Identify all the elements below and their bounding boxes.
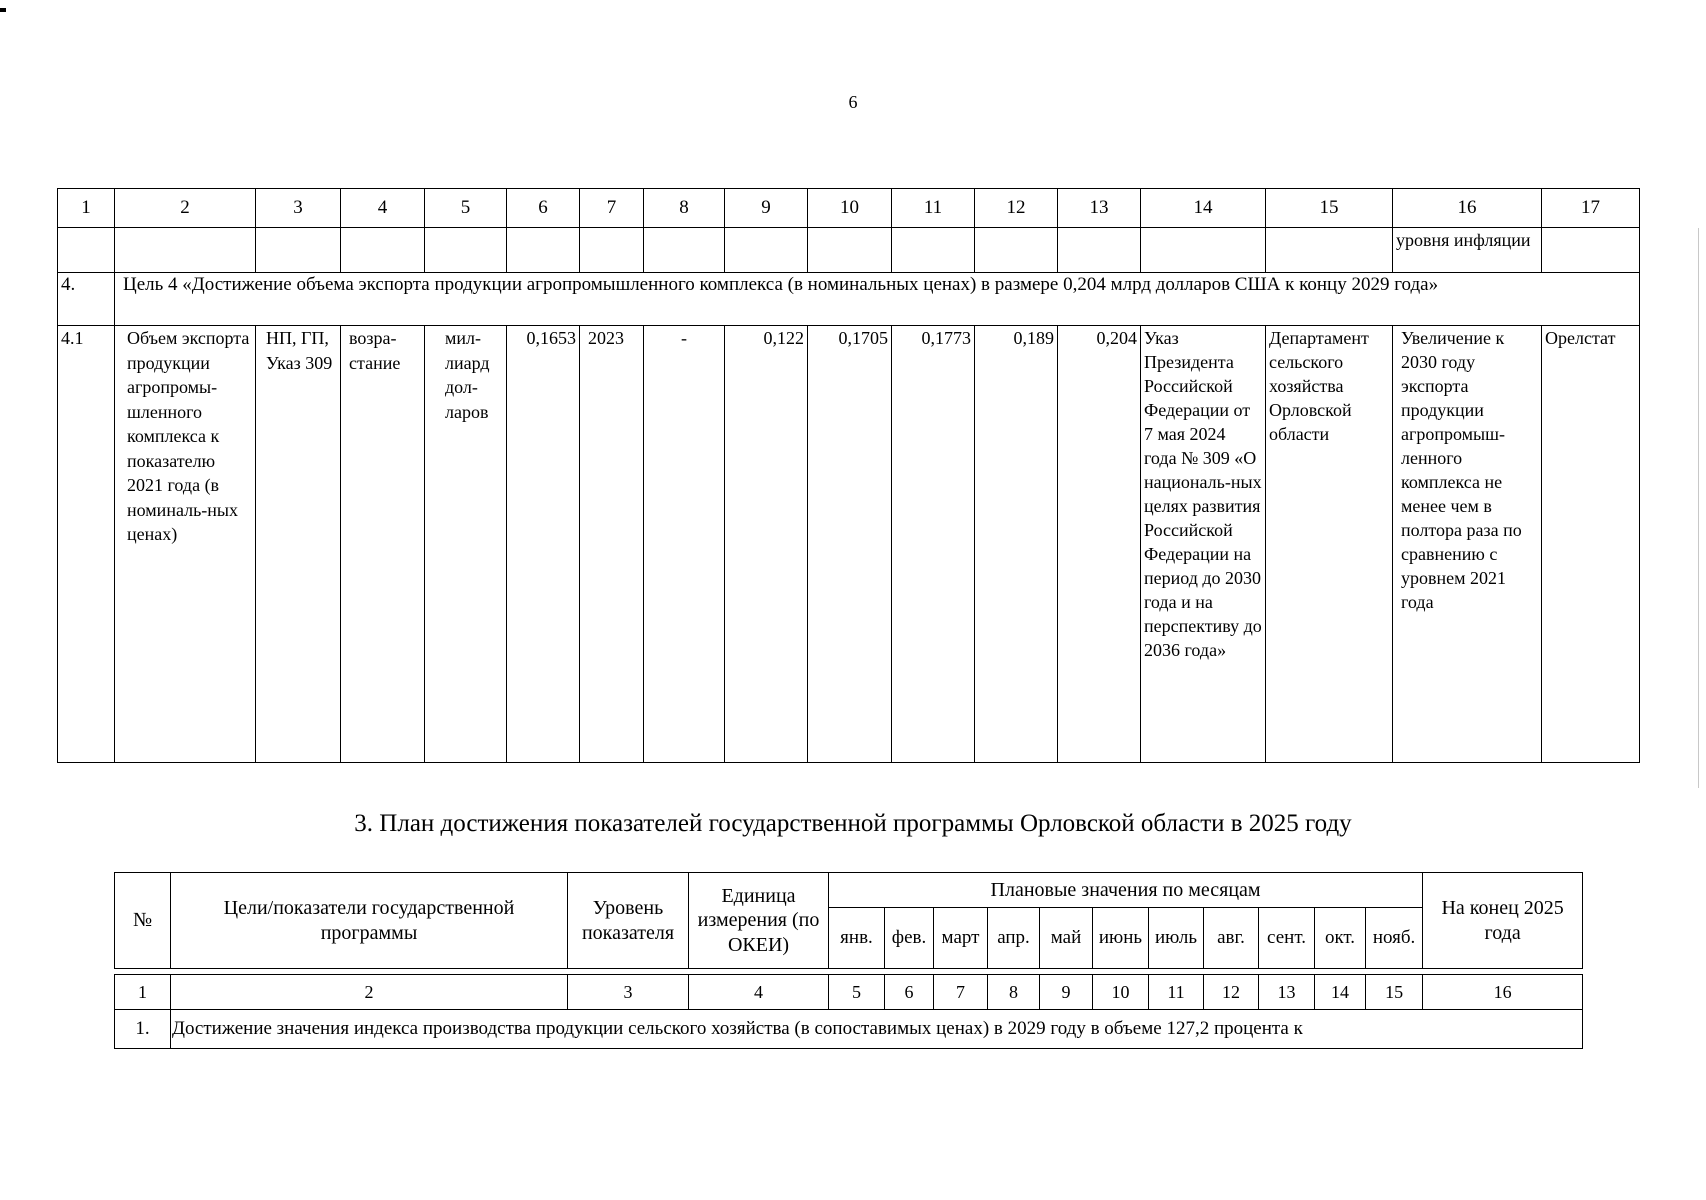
goal-number: 4. [58, 273, 115, 326]
header-unit: Единица измерения (по ОКЕИ) [689, 873, 829, 969]
month-header: май [1040, 908, 1093, 969]
page-number: 6 [848, 92, 858, 112]
indicator-document: Указ Президента Российской Федерации от 7 мая 2024 года № 309 «О националь-ных целях развития Российской Федерации на период до 2030 года и на перспективу до 2036 года» [1141, 326, 1266, 763]
month-header: янв. [829, 908, 885, 969]
continuation-row [58, 228, 1640, 273]
indicator-row [58, 326, 1640, 763]
col-num: 11 [1149, 975, 1204, 1010]
col-num: 3 [568, 975, 689, 1010]
scan-edge-line [1698, 228, 1699, 788]
col-num: 8 [644, 189, 725, 228]
indicator-name: Объем экспорта продукции агропромы-шленного комплекса к показателю 2021 года (в номиналь-ных ценах) [115, 326, 256, 763]
col-num: 9 [725, 189, 808, 228]
col-num: 10 [808, 189, 892, 228]
month-header: нояб. [1366, 908, 1423, 969]
col-num: 13 [1259, 975, 1315, 1010]
month-header: март [934, 908, 988, 969]
indicator-value-col13: 0,204 [1058, 326, 1141, 763]
col-num: 7 [580, 189, 644, 228]
indicator-value-col9: 0,122 [725, 326, 808, 763]
section-title: 3. План достижения показателей государственной программы Орловской области в 2025 году [354, 810, 1352, 837]
month-header: сент. [1259, 908, 1315, 969]
header-monthly: Плановые значения по месяцам [829, 873, 1423, 908]
col-num: 2 [115, 189, 256, 228]
indicator-value-col12: 0,189 [975, 326, 1058, 763]
goal-text: Цель 4 «Достижение объема экспорта продукции агропромышленного комплекса (в номинальных ценах) в размере 0,204 млрд долларов США к концу 2029 года» [115, 273, 1640, 326]
col-num: 10 [1093, 975, 1149, 1010]
indicator-level: НП, ГП, Указ 309 [256, 326, 341, 763]
indicator-col8: - [644, 326, 725, 763]
indicator-unit: мил-лиард дол-ларов [425, 326, 507, 763]
col-num: 17 [1542, 189, 1640, 228]
col-num: 5 [425, 189, 507, 228]
continuation-text: уровня инфляции [1393, 228, 1542, 273]
col-num: 11 [892, 189, 975, 228]
indicator-value-col10: 0,1705 [808, 326, 892, 763]
month-header: июнь [1093, 908, 1149, 969]
col-num: 14 [1141, 189, 1266, 228]
indicator-link: Увеличение к 2030 году экспорта продукции агропромыш-ленного комплекса не менее чем в полтора раза по сравнению с уровнем 2021 года [1393, 326, 1542, 763]
month-header: окт. [1315, 908, 1366, 969]
col-num: 1 [58, 189, 115, 228]
col-num: 4 [689, 975, 829, 1010]
col-num: 4 [341, 189, 425, 228]
col-num: 2 [171, 975, 568, 1010]
indicator-responsible: Департамент сельского хозяйства Орловской области [1266, 326, 1393, 763]
col-num: 9 [1040, 975, 1093, 1010]
indicator-base-year: 2023 [580, 326, 644, 763]
header-level: Уровень показателя [568, 873, 689, 969]
plan-goal-row [115, 1010, 1583, 1049]
indicator-trend: возра-стание [341, 326, 425, 763]
indicator-base-value: 0,1653 [507, 326, 580, 763]
month-header: апр. [988, 908, 1040, 969]
col-num: 16 [1423, 975, 1583, 1010]
indicator-source: Орелстат [1542, 326, 1640, 763]
indicators-table [57, 188, 1640, 763]
goal-row [58, 273, 1640, 326]
column-number-row [58, 189, 1640, 228]
col-num: 15 [1266, 189, 1393, 228]
col-num: 12 [975, 189, 1058, 228]
plan-column-number-row [115, 975, 1583, 1010]
col-num: 3 [256, 189, 341, 228]
header-goals: Цели/показатели государственной программы [171, 873, 568, 969]
col-num: 1 [115, 975, 171, 1010]
header-year-end: На конец 2025 года [1423, 873, 1583, 969]
month-header: авг. [1204, 908, 1259, 969]
col-num: 6 [507, 189, 580, 228]
col-num: 16 [1393, 189, 1542, 228]
month-header: фев. [885, 908, 934, 969]
indicator-number: 4.1 [58, 326, 115, 763]
col-num: 7 [934, 975, 988, 1010]
col-num: 13 [1058, 189, 1141, 228]
scan-artifact [0, 8, 6, 12]
col-num: 8 [988, 975, 1040, 1010]
col-num: 15 [1366, 975, 1423, 1010]
month-header: июль [1149, 908, 1204, 969]
plan-table [114, 872, 1583, 1049]
plan-goal-number: 1. [115, 1010, 171, 1049]
indicator-value-col11: 0,1773 [892, 326, 975, 763]
plan-goal-text: Достижение значения индекса производства продукции сельского хозяйства (в сопоставимых ценах) в 2029 году в объеме 127,2 процента к [171, 1010, 1583, 1049]
col-num: 6 [885, 975, 934, 1010]
col-num: 5 [829, 975, 885, 1010]
header-number: № [115, 873, 171, 969]
col-num: 14 [1315, 975, 1366, 1010]
col-num: 12 [1204, 975, 1259, 1010]
plan-header-row [115, 873, 1583, 908]
